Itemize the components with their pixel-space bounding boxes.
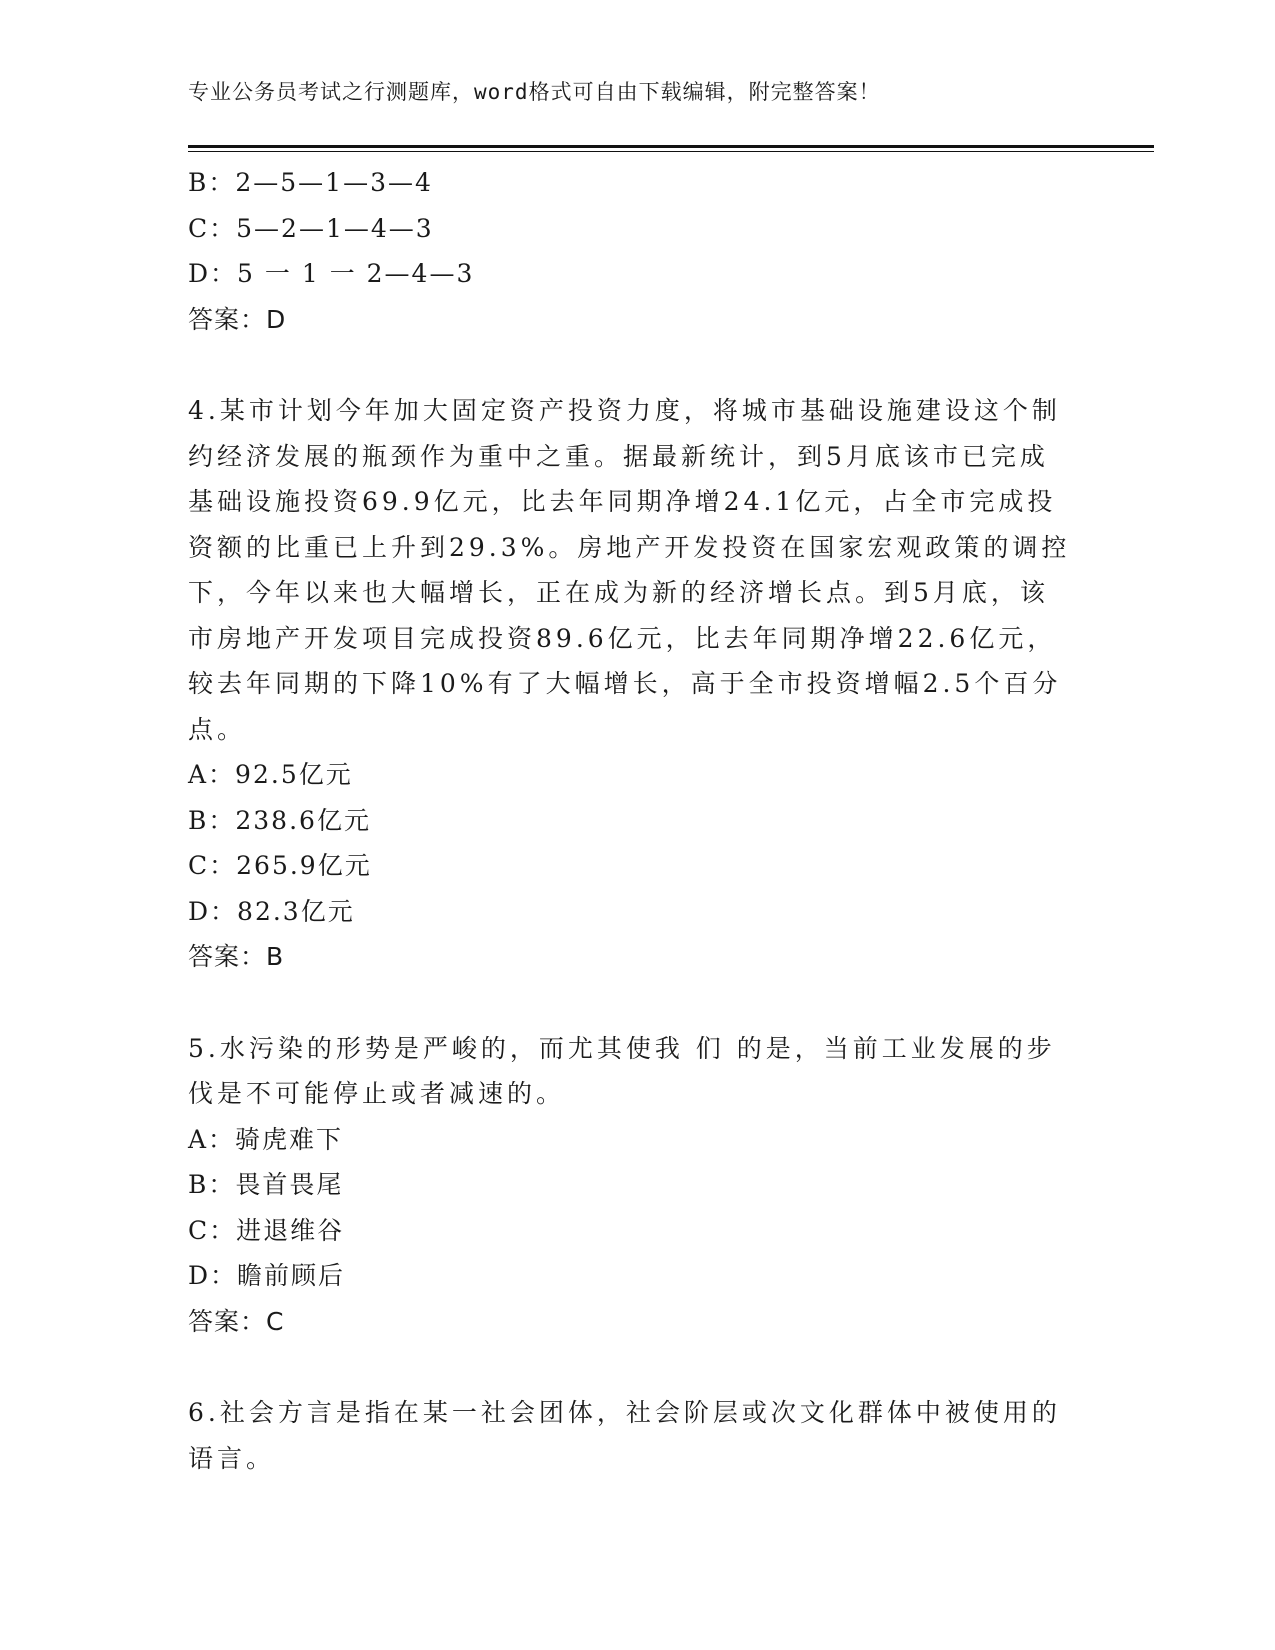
answer-line: 答案：D (188, 304, 287, 334)
header-rule-thin (188, 151, 1154, 152)
option-a: A：骑虎难下 (188, 1124, 344, 1154)
question-stem-line: 4.某市计划今年加大固定资产投资力度，将城市基础设施建设这个制 (188, 396, 1061, 425)
header-rule-thick (188, 145, 1154, 148)
question-stem-line: 5.水污染的形势是严峻的，而尤其使我 们 的是，当前工业发展的步 (188, 1033, 1056, 1063)
question-stem-line: 点。 (188, 714, 247, 744)
question-4 (188, 388, 1071, 752)
question-stem-line: 伐是不可能停止或者减速的。 (188, 1079, 566, 1108)
option-d: D：5 一 1 一 2—4—3 (188, 259, 475, 288)
spacer (188, 342, 1068, 388)
spacer (188, 980, 1068, 1026)
option-d: D：瞻前顾后 (188, 1261, 346, 1290)
question-stem-line: 约经济发展的瓶颈作为重中之重。据最新统计，到5月底该市已完成 (188, 441, 1049, 471)
page-header: 专业公务员考试之行测题库，word格式可自由下载编辑，附完整答案！ (188, 80, 881, 104)
document-body (188, 160, 1071, 1481)
question-3-tail (188, 160, 1068, 342)
question-5 (188, 1026, 1068, 1117)
option-c: C：进退维谷 (188, 1215, 345, 1245)
option-c: C：5—2—1—4—3 (188, 213, 434, 243)
question-4-options (188, 752, 1068, 980)
option-b: B：238.6亿元 (188, 805, 371, 835)
option-d: D：82.3亿元 (188, 896, 355, 926)
question-stem-line: 下，今年以来也大幅增长，正在成为新的经济增长点。到5月底，该 (188, 578, 1049, 607)
option-b: B：2—5—1—3—4 (188, 168, 433, 197)
option-a: A：92.5亿元 (188, 760, 353, 789)
question-stem-line: 较去年同期的下降10%有了大幅增长，高于全市投资增幅2.5个百分 (188, 669, 1062, 698)
option-b: B：畏首畏尾 (188, 1170, 344, 1199)
spacer (188, 1344, 1068, 1390)
option-c: C：265.9亿元 (188, 851, 372, 880)
question-5-options (188, 1117, 1068, 1345)
question-stem-line: 市房地产开发项目完成投资89.6亿元，比去年同期净增22.6亿元， (188, 623, 1057, 653)
answer-line: 答案：B (188, 942, 285, 971)
answer-line: 答案：C (188, 1306, 285, 1336)
question-stem-line: 语言。 (188, 1443, 276, 1473)
question-stem-line: 基础设施投资69.9亿元，比去年同期净增24.1亿元，占全市完成投 (188, 487, 1057, 516)
question-6 (188, 1390, 1068, 1481)
question-stem-line: 6.社会方言是指在某一社会团体，社会阶层或次文化群体中被使用的 (188, 1398, 1061, 1427)
question-stem-line: 资额的比重已上升到29.3%。房地产开发投资在国家宏观政策的调控 (188, 532, 1071, 562)
